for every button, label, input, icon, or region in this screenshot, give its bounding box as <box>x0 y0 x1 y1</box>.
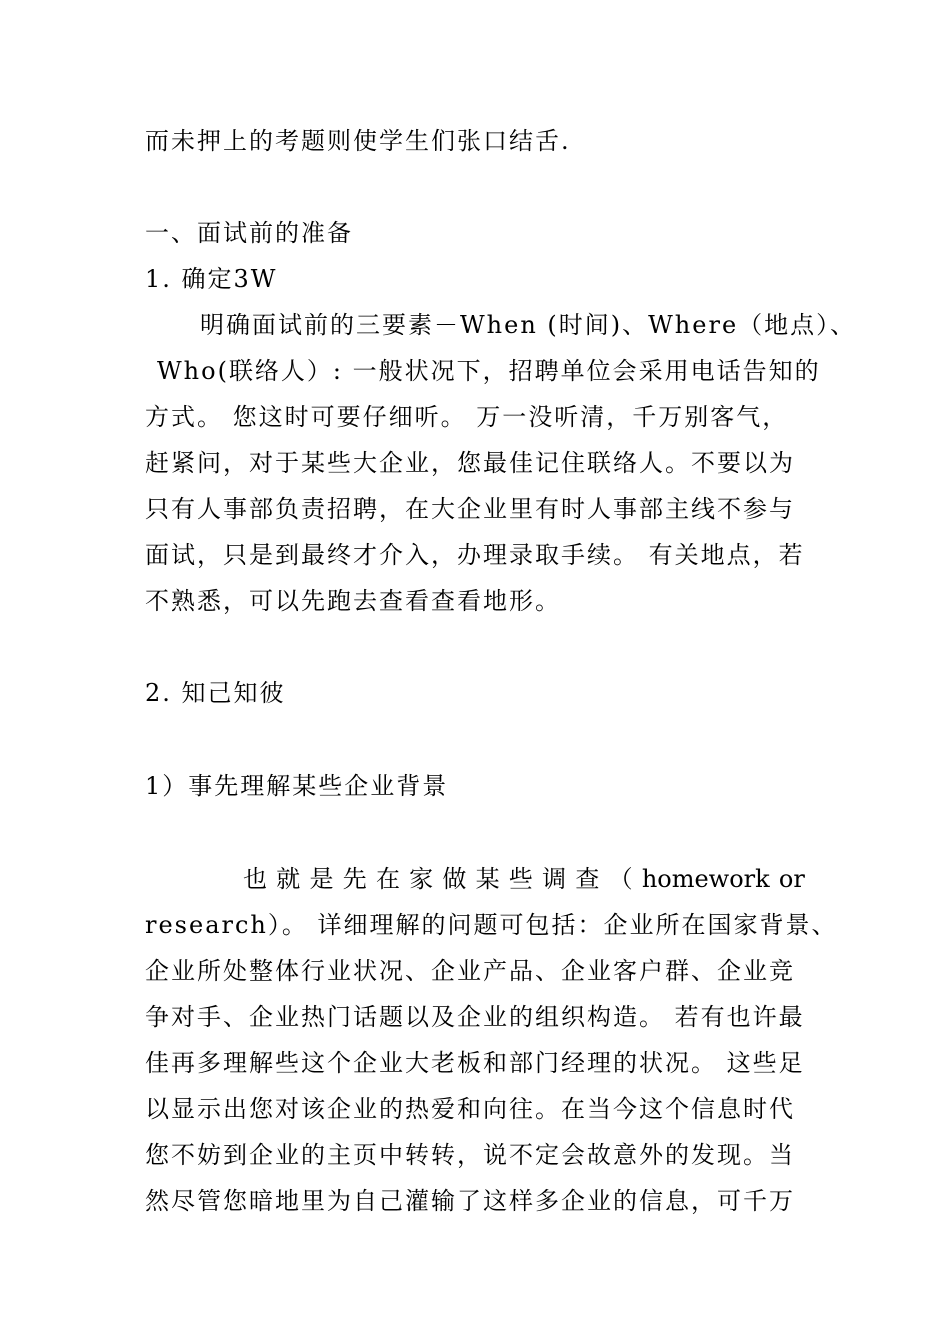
spaced-word: 也 <box>243 865 267 893</box>
subsection-heading: 2. 知己知彼 <box>145 679 286 707</box>
paragraph-line: 以显示出您对该企业的热爱和向往。在当今这个信息时代 <box>145 1095 795 1123</box>
paragraph-line: 而未押上的考题则使学生们张口结舌. <box>145 127 571 155</box>
paragraph-line: 您不妨到企业的主页中转转，说不定会故意外的发现。当 <box>145 1141 795 1169</box>
spaced-word: 查 <box>575 865 600 893</box>
paragraph-line: 然尽管您暗地里为自己灌输了这样多企业的信息，可千万 <box>145 1187 795 1215</box>
spaced-word: or <box>778 865 805 893</box>
spaced-word: （ <box>608 865 633 893</box>
paragraph-line: 赶紧问，对于某些大企业，您最佳记住联络人。不要以为 <box>145 449 795 477</box>
spaced-word: 家 <box>409 865 434 893</box>
paragraph-line: research）。 详细理解的问题可包括：企业所在国家背景、 <box>145 911 838 939</box>
paragraph-line: 面试，只是到最终才介入，办理录取手续。 有关地点，若 <box>145 541 805 569</box>
spaced-word: 做 <box>442 865 467 893</box>
paragraph-line: 佳再多理解些这个企业大老板和部门经理的状况。 这些足 <box>145 1049 805 1077</box>
paragraph-line: 不熟悉，可以先跑去查看查看地形。 <box>145 587 561 615</box>
subsection-heading: 1. 确定3W <box>145 265 278 293</box>
spaced-word: 某 <box>475 865 500 893</box>
paragraph-line: 企业所处整体行业状况、企业产品、企业客户群、企业竞 <box>145 957 795 985</box>
spaced-word: 调 <box>542 865 567 893</box>
paragraph-line: 只有人事部负责招聘，在大企业里有时人事部主线不参与 <box>145 495 795 523</box>
spaced-word: 先 <box>342 865 367 893</box>
spaced-word: 就 <box>276 865 301 893</box>
sub-item-heading: 1）事先理解某些企业背景 <box>145 772 449 800</box>
paragraph-line: Who(联络人）: 一般状况下，招聘单位会采用电话告知的 <box>157 357 821 385</box>
paragraph-line: 明确面试前的三要素－When (时间)、Where（地点）、 <box>200 311 857 339</box>
spaced-word: 在 <box>375 865 400 893</box>
paragraph-line: 方式。 您这时可要仔细听。 万一没听清，千万别客气， <box>145 403 789 431</box>
spaced-word: 是 <box>309 865 334 893</box>
section-heading: 一、面试前的准备 <box>145 219 353 247</box>
spaced-word: 些 <box>508 865 533 893</box>
paragraph-line-spaced <box>243 856 805 902</box>
paragraph-line: 争对手、企业热门话题以及企业的组织构造。 若有也许最 <box>145 1003 805 1031</box>
spaced-word: homework <box>641 865 770 893</box>
